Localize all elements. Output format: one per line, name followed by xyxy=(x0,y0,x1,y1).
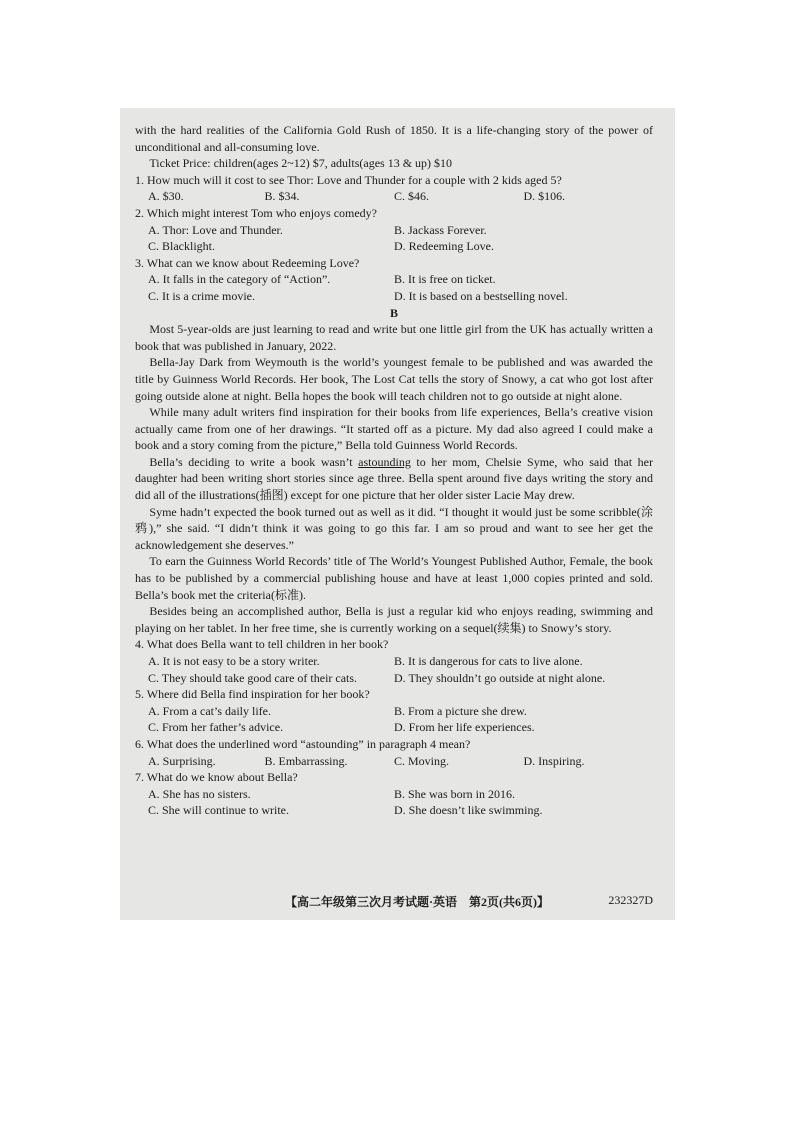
question-7 xyxy=(135,769,653,819)
question-4 xyxy=(135,636,653,686)
question-6 xyxy=(135,736,653,769)
option-a: A. $30. xyxy=(148,189,184,204)
question-2 xyxy=(135,205,653,255)
passage-text: Bella’s deciding to write a book wasn’t xyxy=(149,454,359,469)
option-c: C. It is a crime movie. xyxy=(148,288,255,303)
passage-paragraph: Most 5-year-olds are just learning to read and write but one little girl from the UK has actually written a book that was published in January, 2022. xyxy=(135,322,653,353)
option-d: D. She doesn’t like swimming. xyxy=(394,803,543,818)
option-d: D. Redeeming Love. xyxy=(394,239,494,254)
option-b: B. Embarrassing. xyxy=(264,753,348,768)
option-c: C. From her father’s advice. xyxy=(148,720,284,735)
question-stem: 2. Which might interest Tom who enjoys comedy? xyxy=(135,205,378,220)
footer-code: 232327D xyxy=(608,893,653,907)
option-c: C. Blacklight. xyxy=(148,239,215,254)
question-1 xyxy=(135,172,653,205)
option-d: D. They shouldn’t go outside at night alone. xyxy=(394,670,606,685)
passage-paragraph: Bella-Jay Dark from Weymouth is the world’s youngest female to be published and was awarded the title by Guinness World Records. Her book, The Lost Cat tells the story of Snowy, a cat who got lost after going outside alone at night. Bella hopes the book will teach children not to go outside at night alone. xyxy=(135,355,653,403)
options-row xyxy=(135,188,653,205)
section-heading: B xyxy=(389,305,398,320)
option-d: D. Inspiring. xyxy=(523,753,585,768)
passage-paragraph xyxy=(135,454,653,504)
footer-title: 【高二年级第三次月考试题·英语 第2页(共6页)】 xyxy=(285,895,549,909)
option-c: C. $46. xyxy=(394,189,430,204)
option-c: C. She will continue to write. xyxy=(148,803,289,818)
option-b: B. $34. xyxy=(264,189,300,204)
question-stem: 5. Where did Bella find inspiration for her book? xyxy=(135,687,370,702)
option-b: B. From a picture she drew. xyxy=(394,703,527,718)
question-stem: 6. What does the underlined word “astounding” in paragraph 4 mean? xyxy=(135,736,471,751)
passage-paragraph: Besides being an accomplished author, Bella is just a regular kid who enjoys reading, swimming and playing on her tablet. In her free time, she is currently working on a sequel(续集) to Snowy’s story. xyxy=(135,604,653,635)
passage-paragraph: Syme hadn’t expected the book turned out as well as it did. “I thought it would just be some scribble(涂鸦),” she said. “I didn’t think it was going to go this far. I am so proud and want to see her get the acknowledgement she deserves.” xyxy=(135,504,653,552)
option-a: A. From a cat’s daily life. xyxy=(148,703,271,718)
options-row xyxy=(135,753,653,770)
page-footer xyxy=(135,893,653,910)
options-row xyxy=(135,653,653,670)
question-stem: 3. What can we know about Redeeming Love? xyxy=(135,255,360,270)
question-stem: 7. What do we know about Bella? xyxy=(135,770,298,785)
options-row xyxy=(135,288,653,305)
question-3 xyxy=(135,255,653,305)
passage-paragraph: To earn the Guinness World Records’ title of The World’s Youngest Published Author, Female, the book has to be published by a commercial publishing house and have at least 1,000 copies printed and sold. Bella’s book met the criteria(标准). xyxy=(135,554,653,602)
question-stem: 1. How much will it cost to see Thor: Love and Thunder for a couple with 2 kids aged 5? xyxy=(135,172,562,187)
options-row xyxy=(135,670,653,687)
underlined-word: astounding xyxy=(358,454,411,469)
passage-text: to her mom, Chelsie Syme, who said that her daughter had been writing short stories since age three. Bella spent around five days writing the story and did all of the illustrations(插图) except for one picture that her older sister Lacie May drew. xyxy=(135,454,653,503)
exam-page-content xyxy=(135,122,653,819)
option-a: A. Surprising. xyxy=(148,753,216,768)
option-c: C. They should take good care of their cats. xyxy=(148,670,358,685)
options-row xyxy=(135,222,653,239)
question-stem: 4. What does Bella want to tell children in her book? xyxy=(135,637,389,652)
passage-paragraph: While many adult writers find inspiration for their books from life experiences, Bella’s creative vision actually came from one of her drawings. “It started off as a picture. My dad also agreed I could make a book and a story coming from the picture,” Bella told Guinness World Records. xyxy=(135,405,653,453)
option-a: A. She has no sisters. xyxy=(148,786,251,801)
option-b: B. It is free on ticket. xyxy=(394,272,496,287)
options-row xyxy=(135,238,653,255)
ticket-price: Ticket Price: children(ages 2~12) $7, adults(ages 13 & up) $10 xyxy=(149,156,453,171)
options-row xyxy=(135,271,653,288)
options-row xyxy=(135,719,653,736)
option-d: D. It is based on a bestselling novel. xyxy=(394,288,568,303)
option-d: D. From her life experiences. xyxy=(394,720,535,735)
option-a: A. It is not easy to be a story writer. xyxy=(148,654,320,668)
options-row xyxy=(135,802,653,819)
option-b: B. It is dangerous for cats to live alone. xyxy=(394,654,583,668)
option-a: A. Thor: Love and Thunder. xyxy=(148,222,283,237)
options-row xyxy=(135,703,653,720)
intro-paragraph: with the hard realities of the California Gold Rush of 1850. It is a life-changing story of the power of unconditional and all-consuming love. xyxy=(135,123,653,154)
option-a: A. It falls in the category of “Action”. xyxy=(148,272,331,287)
option-d: D. $106. xyxy=(523,189,566,204)
question-5 xyxy=(135,686,653,736)
option-c: C. Moving. xyxy=(394,753,450,768)
option-b: B. Jackass Forever. xyxy=(394,222,487,237)
option-b: B. She was born in 2016. xyxy=(394,786,515,801)
options-row xyxy=(135,786,653,803)
